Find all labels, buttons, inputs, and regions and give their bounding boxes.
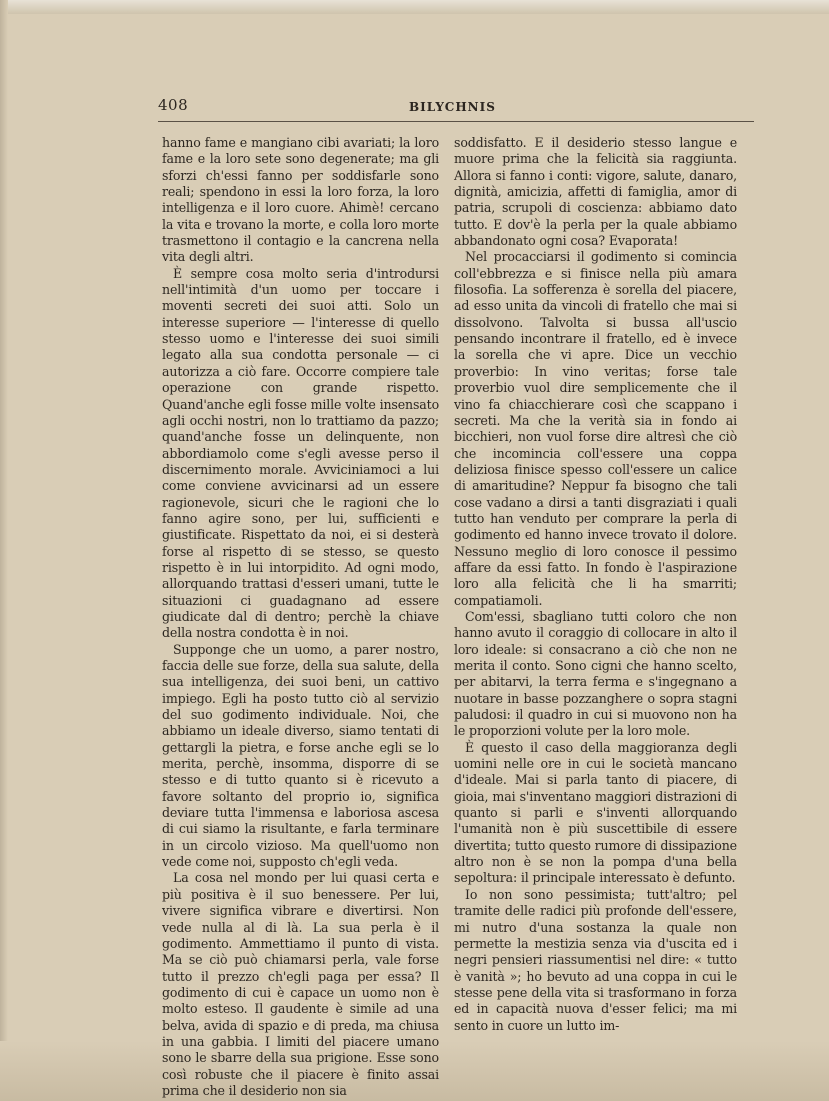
- paragraph: Supponge che un uomo, a parer nostro, faccia delle sue forze, della sua salute, della sua intelligenza, dei suoi beni, un cattivo impiego. Egli ha posto tutto ciò al servizio del suo godimento individuale. Noi, che abbiamo un ideale diverso, siamo tentati di gettargli la pietra, e forse anche egli se lo merita, perchè, insomma, disporre di se stesso e di tutto quanto si è ricevuto a favore soltanto del proprio io, significa deviare tutta l'immensa e laboriosa ascesa di cui siamo la risultante, e farla terminare in un circolo vizioso. Ma quell'uomo non vede come noi, supposto ch'egli veda.: [162, 641, 439, 870]
- running-title: BILYCHNIS: [409, 100, 496, 114]
- paragraph: Nel procacciarsi il godimento si comincia coll'ebbrezza e si finisce nella più amara filosofia. La sofferenza è sorella del piacere, ad esso unita da vincoli di fratello che mai si dissolvono. Talvolta si bussa all'uscio pensando incontrare il fratello, ed è invece la sorella che vi apre. Dice un vecchio proverbio: In vino veritas; forse tale proverbio vuol dire semplicemente che il vino fa chiacchierare così che scappano i secreti. Ma che la verità sia in fondo ai bicchieri, non vuol forse dire altresì che ciò che incomincia coll'essere una coppa deliziosa finisce spesso coll'essere un calice di amaritudine? Neppur fa bisogno che tali cose vadano a dirsi a tanti disgraziati i quali tutto han venduto per comprare la perla di godimento ed hanno invece trovato il dolore. Nessuno meglio di loro conosce il pessimo affare da essi fatto. In fondo è l'aspirazione loro alla felicità che li ha smarriti; compatiamoli.: [454, 249, 737, 608]
- left-column: [162, 135, 439, 1099]
- paragraph: Com'essi, sbagliano tutti coloro che non hanno avuto il coraggio di collocare in alto il loro ideale: si consacrano a ciò che non ne merita il conto. Sono cigni che hanno scelto, per abitarvi, la terra ferma e s'ingegnano a nuotare in basse pozzanghere o sopra stagni paludosi: il quadro in cui si muovono non ha le proporzioni volute per la loro mole.: [454, 608, 737, 739]
- page-number: 408: [158, 96, 189, 114]
- paragraph: hanno fame e mangiano cibi avariati; la loro fame e la loro sete sono degenerate; ma gli sforzi ch'essi fanno per soddisfarle sono reali; spendono in essi la loro forza, la loro intelligenza e il loro cuore. Ahimè! cercano la vita e trovano la morte, e colla loro morte trasmettono il contagio e la cancrena nella vita degli altri.: [162, 135, 439, 265]
- paragraph: La cosa nel mondo per lui quasi certa e più positiva è il suo benessere. Per lui, vivere significa vibrare e divertirsi. Non vede nulla al di là. La sua perla è il godimento. Ammettiamo il punto di vista. Ma se ciò può chiamarsi perla, vale forse tutto il prezzo ch'egli paga per essa? Il godimento di cui è capace un uomo non è molto esteso. Il gaudente è simile ad una belva, avida di spazio e di preda, ma chiusa in una gabbia. I limiti del piacere umano sono le sbarre della sua prigione. Esse sono così robuste che il piacere è finito assai prima che il desiderio non sia: [162, 870, 439, 1098]
- scan-top-edge: [0, 0, 829, 14]
- right-column: [454, 135, 737, 1034]
- paragraph: Io non sono pessimista; tutt'altro; pel tramite delle radici più profonde dell'essere, mi nutro d'una sostanza la quale non permette la mestizia senza via d'uscita ed i negri pensieri riassumentisi nel dire: « tutto è vanità »; ho bevuto ad una coppa in cui le stesse pene della vita si trasformano in forza ed in capacità nuova d'esser felici; ma mi sento in cuore un lutto im-: [454, 886, 737, 1033]
- paragraph: soddisfatto. E il desiderio stesso langue e muore prima che la felicità sia raggiunta. Allora si fanno i conti: vigore, salute, danaro, dignità, amicizia, affetti di famiglia, amor di patria, scrupoli di coscienza: abbiamo dato tutto. E dov'è la perla per la quale abbiamo abbandonato ogni cosa? Evaporata!: [454, 135, 737, 249]
- page-header: [158, 90, 754, 120]
- scan-left-edge: [0, 0, 8, 1101]
- paragraph: È sempre cosa molto seria d'introdursi nell'intimità d'un uomo per toccare i moventi secreti dei suoi atti. Solo un interesse superiore — l'interesse di quello stesso uomo e l'interesse dei suoi simili legato alla sua condotta personale — ci autorizza a ciò fare. Occorre compiere tale operazione con grande rispetto. Quand'anche egli fosse mille volte insensato agli occhi nostri, non lo trattiamo da pazzo; quand'anche fosse un delinquente, non abbordiamolo come s'egli avesse perso il discernimento morale. Avviciniamoci a lui come conviene avvicinarsi ad un essere ragionevole, sicuri che le ragioni che lo fanno agire sono, per lui, sufficienti e giustificate. Rispettato da noi, ei si desterà forse al rispetto di se stesso, se questo rispetto è in lui intorpidito. Ad ogni modo, allorquando trattasi d'esseri umani, tutte le situazioni ci guadagnano ad essere giudicate dal di dentro; perchè la chiave della nostra condotta è in noi.: [162, 265, 439, 641]
- paragraph: È questo il caso della maggioranza degli uomini nelle ore in cui le società mancano d'ideale. Mai si parla tanto di piacere, di gioia, mai s'inventano maggiori distrazioni di quanto si parli e s'inventi allorquando l'umanità non è più suscettibile di essere divertita; tutto questo rumore di dissipazione altro non è se non la pompa d'una bella sepoltura: il principale interessato è defunto.: [454, 739, 737, 886]
- header-rule: [158, 121, 754, 122]
